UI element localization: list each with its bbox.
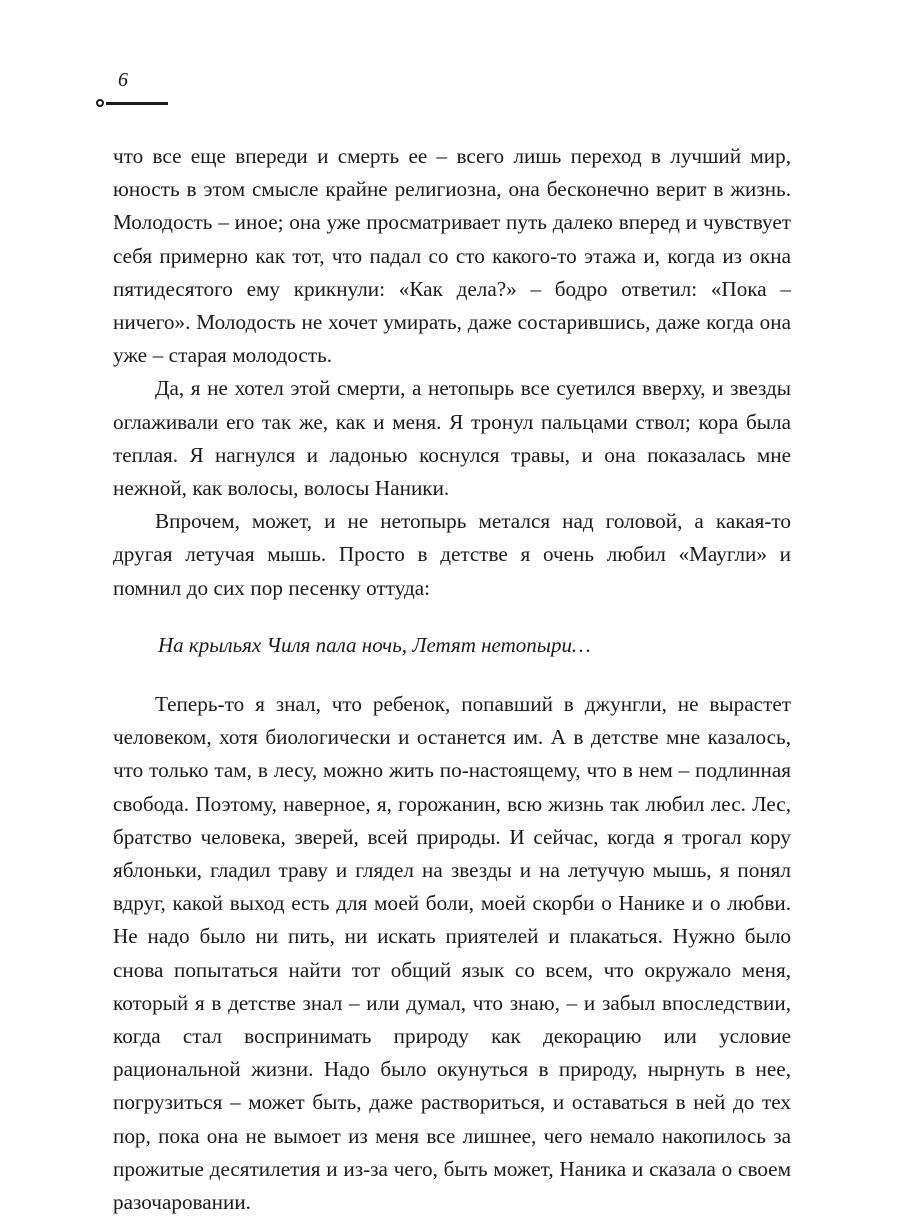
paragraph: Да, я не хотел этой смерти, а нетопырь все суетился вверху, и звезды оглаживали его так же, как и меня. Я тронул пальцами ствол; кора была теплая. Я нагнулся и ладонью коснулся травы, и она показалась мне нежной, как волосы, волосы Наники. — [113, 376, 791, 501]
spacer — [113, 605, 791, 629]
folio-ornament — [96, 69, 216, 112]
spacer — [113, 662, 791, 688]
page-number: 6 — [118, 69, 129, 91]
horizontal-rule-ornament — [106, 102, 168, 105]
circle-ornament-icon — [96, 99, 104, 107]
text-column — [113, 140, 791, 1219]
paragraph: Теперь-то я знал, что ребенок, попавший в джунгли, не вырастет человеком, хотя биологически и останется им. А в детстве мне казалось, что только там, в лесу, можно жить по-настоящему, что в нем – подлинная свобода. Поэтому, наверное, я, горожанин, всю жизнь так любил лес. Лес, братство человека, зверей, всей природы. И сейчас, когда я трогал кору яблоньки, гладил траву и глядел на звезды и на летучую мышь, я понял вдруг, какой выход есть для моей боли, моей скорби о Нанике и о любви. Не надо было ни пить, ни искать приятелей и плакаться. Нужно было снова попытаться найти тот общий язык со всем, что окружало меня, который я в детстве знал – или думал, что знаю, – и забыл впоследствии, когда стал воспринимать природу как декорацию или условие рациональной жизни. Надо было окунуться в природу, нырнуть в нее, погрузиться – может быть, даже раствориться, и оставаться в ней до тех пор, пока она не вымоет из меня все лишнее, чего немало накопилось за прожитые десятилетия и из-за чего, быть может, Наника и сказала о своем разочаровании. — [113, 692, 791, 1215]
verse-quotation: На крыльях Чиля пала ночь, Летят нетопыри… — [158, 632, 591, 657]
folio-rule-group — [96, 98, 216, 110]
paragraph: Впрочем, может, и не нетопырь метался над головой, а какая-то другая летучая мышь. Просто в детстве я очень любил «Маугли» и помнил до сих пор песенку оттуда: — [113, 509, 791, 600]
paragraph: что все еще впереди и смерть ее – всего лишь переход в лучший мир, юность в этом смысле крайне религиозна, она бесконечно верит в жизнь. Молодость – иное; она уже просматривает путь далеко вперед и чувствует себя примерно как тот, что падал со сто какого-то этажа и, когда из окна пятидесятого ему крикнули: «Как дела?» – бодро ответил: «Пока – ничего». Молодость не хочет умирать, даже состарившись, даже когда она уже – старая молодость. — [113, 144, 791, 368]
